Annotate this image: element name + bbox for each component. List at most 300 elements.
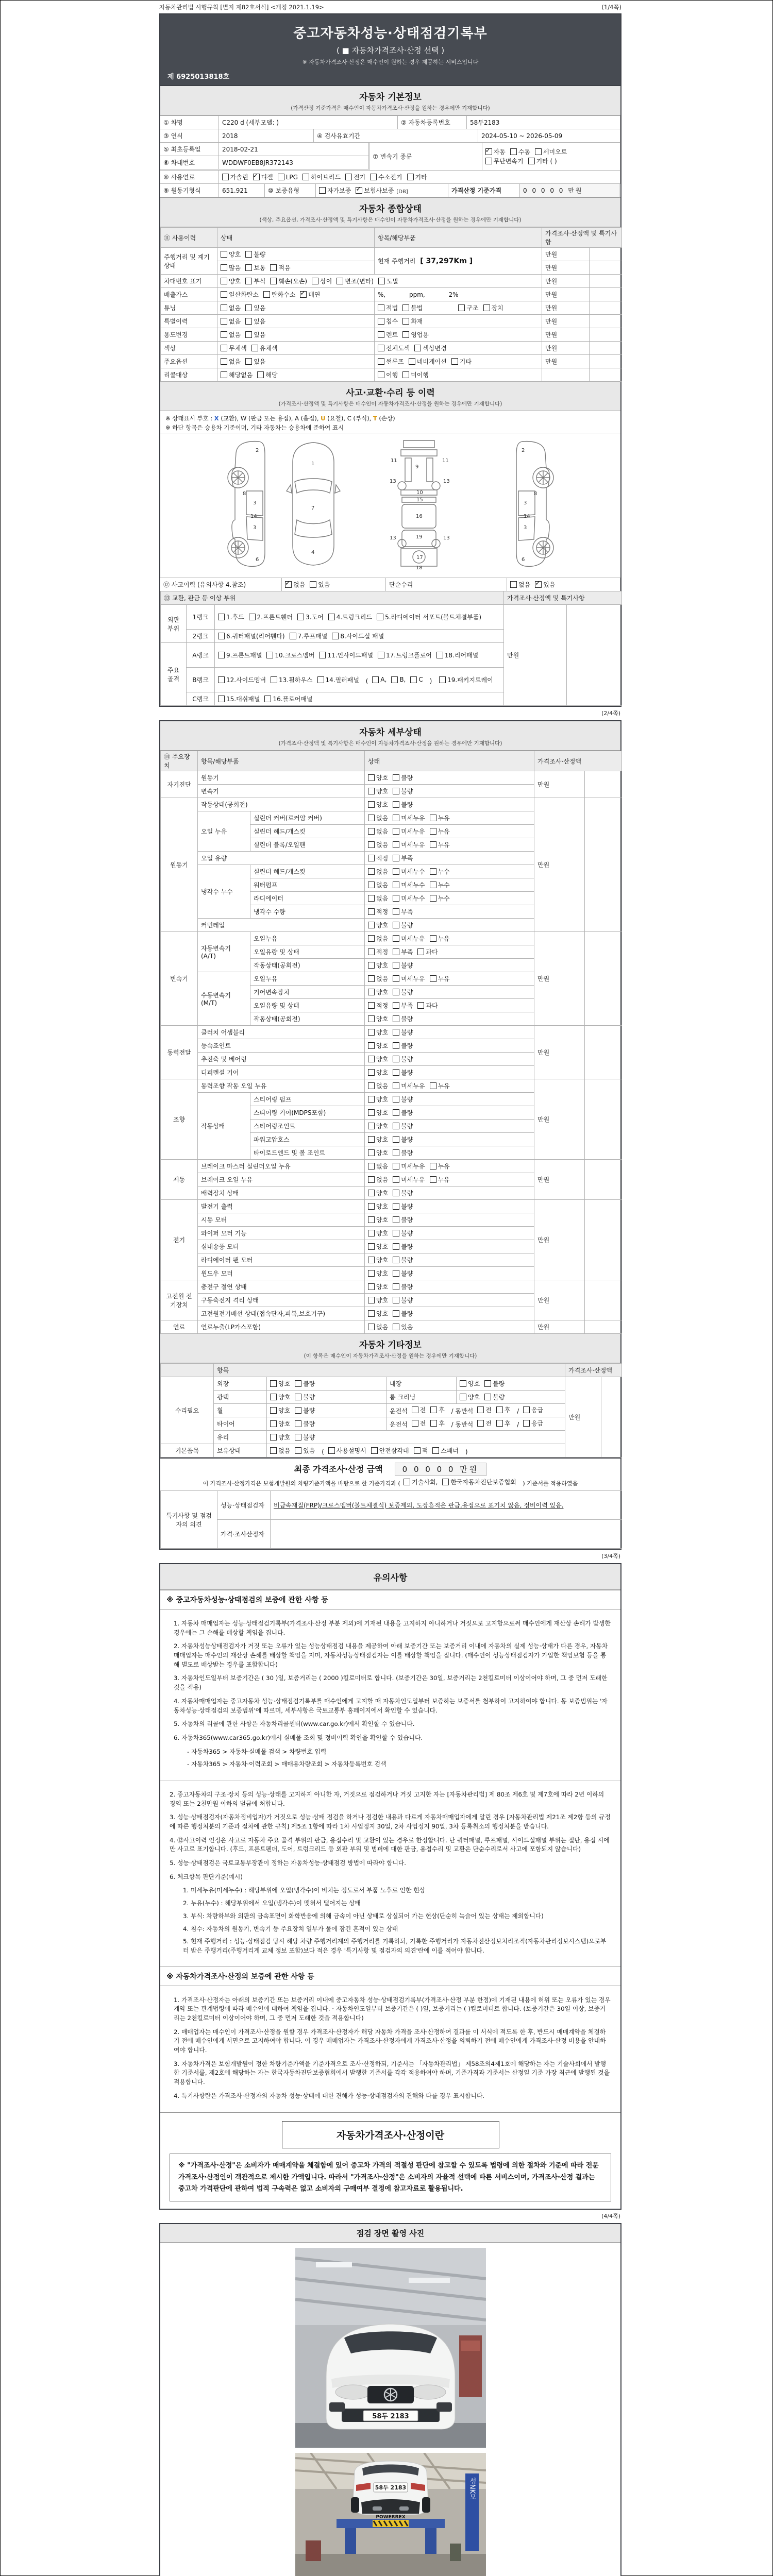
checkbox-option[interactable]: 탄화수소	[263, 290, 295, 299]
checkbox-option[interactable]: 누수	[430, 867, 450, 876]
checkbox-option[interactable]: 없음	[368, 867, 388, 876]
checkbox-option[interactable]: 불량	[393, 773, 413, 782]
checkbox-option[interactable]: 12.사이드멤버	[218, 675, 266, 684]
checkbox-option[interactable]: ✓ 없음	[285, 580, 305, 589]
checkbox-option[interactable]: 양호	[270, 1419, 290, 1428]
checkbox-option[interactable]: 미이행	[402, 370, 429, 379]
checkbox-option[interactable]: 기타	[451, 357, 472, 366]
checkbox-option[interactable]: 양호	[368, 1041, 388, 1050]
checkbox-option[interactable]: 불량	[393, 1041, 413, 1050]
checkbox-option[interactable]: 양호	[221, 250, 241, 259]
checkbox-box-icon	[378, 278, 385, 284]
checkbox-option[interactable]: 불량	[295, 1393, 315, 1401]
checkbox-option[interactable]: 많음	[221, 263, 241, 272]
checkbox-option[interactable]: 불량	[393, 787, 413, 795]
checkbox-option[interactable]: 불량	[393, 1028, 413, 1037]
checkbox-option[interactable]: 전체도색	[378, 344, 410, 352]
checkbox-option[interactable]: 변조(변타)	[337, 277, 374, 285]
checkbox-option[interactable]: 누유	[430, 1175, 450, 1184]
checkbox-option[interactable]: 누유	[430, 827, 450, 836]
checkbox-option[interactable]: 불량	[295, 1433, 315, 1442]
checkbox-option[interactable]: 불량	[393, 1296, 413, 1304]
checkbox-box-icon	[412, 1406, 418, 1413]
checkbox-option[interactable]: A,	[372, 676, 386, 683]
region-photos	[159, 2223, 621, 2576]
checkbox-option[interactable]: 해당	[257, 370, 277, 379]
checkbox-box-icon	[278, 174, 284, 180]
checkbox-option[interactable]: 양호	[368, 1055, 388, 1063]
checkbox-box-icon	[477, 1406, 484, 1413]
checkbox-option[interactable]: 14.필러패널	[317, 675, 359, 684]
checkbox-option[interactable]: 불량	[393, 988, 413, 996]
checkbox-box-icon	[393, 975, 399, 982]
checkbox-option[interactable]: 없음	[270, 1446, 290, 1455]
group-price-note[interactable]	[585, 1160, 622, 1200]
checkbox-option[interactable]: 양호	[368, 1108, 388, 1117]
checkbox-option[interactable]: 누유	[430, 1162, 450, 1171]
checkbox-option[interactable]: 미세누유	[393, 934, 425, 943]
checkbox-option[interactable]: 불량	[393, 1229, 413, 1238]
usage-change-label: 용도변경	[161, 328, 217, 342]
checkbox-option[interactable]: 미세누수	[393, 880, 425, 889]
checkbox-option[interactable]: 3.도어	[297, 613, 324, 621]
group-price-note[interactable]	[585, 1026, 622, 1079]
checkbox-option[interactable]: 한국자동차진단보증협회	[442, 1478, 516, 1486]
inspector-label: 성능·상태점검자	[217, 1491, 271, 1520]
checkbox-option[interactable]: 썬루프	[378, 357, 404, 366]
checkbox-option[interactable]: 양호	[368, 1282, 388, 1291]
checkbox-option[interactable]: 영업용	[402, 330, 429, 339]
checkbox-option[interactable]: 양호	[221, 277, 241, 285]
checkbox-option[interactable]: 렌트	[378, 330, 398, 339]
row-state	[267, 1391, 386, 1404]
checkbox-box-icon	[430, 1420, 437, 1427]
checkbox-option[interactable]: 양호	[270, 1393, 290, 1401]
checkbox-option[interactable]: 없음	[368, 840, 388, 849]
price-note-cell[interactable]	[590, 248, 622, 261]
group-price-note[interactable]	[585, 932, 622, 1026]
checkbox-option[interactable]: 불량	[393, 800, 413, 809]
checkbox-option[interactable]: B,	[391, 676, 406, 683]
checkbox-option[interactable]: 5.라디에이터 서포트(볼트체결부품)	[377, 613, 481, 621]
car-diagram-left-side	[228, 442, 265, 567]
checkbox-option[interactable]: 양호	[368, 921, 388, 929]
checkbox-option[interactable]: 1.후드	[218, 613, 244, 621]
checkbox-option[interactable]: 응급	[523, 1405, 543, 1414]
checkbox-option[interactable]: 양호	[368, 787, 388, 795]
checkbox-option[interactable]: 양호	[368, 1028, 388, 1037]
checkbox-option[interactable]: 수동	[510, 147, 530, 156]
checkbox-box-icon	[485, 148, 492, 155]
checkbox-option[interactable]: 누유	[430, 934, 450, 943]
checkbox-option[interactable]: 미세누유	[393, 974, 425, 983]
group-price-note[interactable]	[585, 1280, 622, 1320]
checkbox-option[interactable]: 11.인사이드패널	[319, 651, 373, 659]
checkbox-option[interactable]: 전	[412, 1419, 426, 1428]
mark-w: W	[240, 415, 247, 422]
row-state	[365, 1213, 534, 1227]
checkbox-option[interactable]: 양호	[368, 1189, 388, 1197]
checkbox-box-icon	[510, 148, 517, 155]
checkbox-option[interactable]: 불량	[393, 1309, 413, 1318]
checkbox-option[interactable]: 누유	[430, 840, 450, 849]
row-state	[365, 1200, 534, 1213]
price-note-cell[interactable]	[542, 368, 590, 382]
checkbox-option[interactable]: 잭	[414, 1446, 428, 1455]
checkbox-option[interactable]: 양호	[270, 1379, 290, 1388]
checkbox-option[interactable]: 없음	[368, 880, 388, 889]
checkbox-option[interactable]: 후	[430, 1405, 445, 1414]
row-state	[365, 1120, 534, 1133]
checkbox-option[interactable]: ✓ 보험사보증	[356, 186, 394, 195]
checkbox-option[interactable]: 미세누유	[393, 1081, 425, 1090]
checkbox-option[interactable]: 불량	[484, 1393, 505, 1401]
checkbox-option[interactable]: 장치	[483, 303, 503, 312]
price-note-cell[interactable]	[590, 315, 622, 328]
group-price-note[interactable]	[585, 1200, 622, 1280]
notice-box1-title: ※ 중고자동차성능·상태점검의 보증에 관한 사항 등	[160, 1590, 620, 1609]
checkbox-option[interactable]: 후	[430, 1419, 445, 1428]
checkbox-option[interactable]: 전	[477, 1419, 492, 1428]
checkbox-option[interactable]: 있음	[310, 580, 330, 589]
checkbox-option[interactable]: 불량	[393, 1189, 413, 1197]
checkbox-option[interactable]: 전기	[345, 173, 365, 181]
checkbox-option[interactable]: 양호	[368, 961, 388, 970]
checkbox-option[interactable]: 양호	[368, 1202, 388, 1211]
price-note-cell[interactable]	[590, 342, 622, 355]
checkbox-option[interactable]: 양호	[368, 988, 388, 996]
row-state	[365, 945, 534, 959]
checkbox-option[interactable]: 8.사이드실 패널	[332, 632, 384, 640]
group-price-note[interactable]	[585, 1320, 622, 1334]
price-note-cell[interactable]	[590, 368, 622, 382]
inspector-opinion-text: 비금속재질(FRP)/크로스멤버(볼트체결식) 보증제외, 도장흔적은 판금,용접으로 표기치 않음, 정비이력 있음.	[271, 1491, 622, 1520]
checkbox-option[interactable]: 17.트렁크플로어	[378, 651, 432, 659]
checkbox-box-icon	[393, 1002, 399, 1009]
checkbox-option[interactable]: 없음	[368, 974, 388, 983]
checkbox-option[interactable]: 불량	[393, 1135, 413, 1144]
checkbox-option[interactable]: 네비게이션	[409, 357, 447, 366]
tuning-options-2	[375, 301, 542, 315]
row-state	[365, 1320, 534, 1334]
checkbox-box-icon	[368, 1096, 375, 1103]
checkbox-option[interactable]: 없음	[368, 827, 388, 836]
checkbox-option[interactable]: 누유	[430, 1081, 450, 1090]
checkbox-option[interactable]: 불량	[295, 1406, 315, 1415]
checkbox-option[interactable]: 없음	[510, 580, 530, 589]
checkbox-option[interactable]: ✓ 디젤	[253, 173, 273, 181]
checkbox-option[interactable]: 없음	[368, 1323, 388, 1331]
checkbox-option[interactable]: 불량	[393, 1215, 413, 1224]
checkbox-option[interactable]: 과다	[417, 1001, 438, 1010]
checkbox-option[interactable]: 일산화탄소	[221, 290, 259, 299]
checkbox-option[interactable]: 기타 ( )	[528, 157, 557, 165]
checkbox-option[interactable]: 보통	[245, 263, 265, 272]
checkbox-option[interactable]: 없음	[368, 814, 388, 822]
checkbox-option[interactable]: 양호	[368, 1242, 388, 1251]
svg-text:8: 8	[242, 491, 246, 497]
row-label: 연료누출(LP가스포함)	[198, 1320, 365, 1334]
color-options-2	[375, 342, 542, 355]
checkbox-option[interactable]: 양호	[368, 1135, 388, 1144]
page-number-1: (1/4쪽)	[601, 4, 621, 11]
checkbox-option[interactable]: 불량	[393, 1068, 413, 1077]
checkbox-option[interactable]: 응급	[523, 1419, 543, 1428]
etc-price-note[interactable]	[601, 1377, 622, 1458]
checkbox-option[interactable]: 있음	[245, 330, 265, 339]
checkbox-option[interactable]: 18.리어패널	[436, 651, 478, 659]
checkbox-option[interactable]: 부족	[393, 947, 413, 956]
checkbox-option[interactable]: 불량	[393, 1256, 413, 1264]
checkbox-option[interactable]: 기술사회,	[404, 1478, 438, 1486]
checkbox-option[interactable]: 양호	[270, 1433, 290, 1442]
checkbox-option[interactable]: 없음	[368, 1175, 388, 1184]
checkbox-option[interactable]: 양호	[368, 1215, 388, 1224]
checkbox-option[interactable]: 있음	[245, 357, 265, 366]
checkbox-option[interactable]: 부족	[393, 907, 413, 916]
checkbox-box-icon	[378, 652, 384, 658]
checkbox-option[interactable]: 하이브리드	[303, 173, 341, 181]
checkbox-box-icon	[368, 1310, 375, 1317]
price-note-cell[interactable]	[590, 301, 622, 315]
checkbox-option[interactable]: 세미오토	[535, 147, 567, 156]
checkbox-option[interactable]: ✓ 있음	[535, 580, 555, 589]
checkbox-option[interactable]: 안전삼각대	[371, 1446, 409, 1455]
checkbox-option[interactable]: 9.프론트패널	[218, 651, 262, 659]
checkbox-option[interactable]: 불량	[295, 1379, 315, 1388]
checkbox-option[interactable]: LPG	[278, 174, 298, 181]
checkbox-option[interactable]: 불법	[402, 303, 423, 312]
checkbox-option[interactable]: 전	[477, 1405, 492, 1414]
checkbox-option[interactable]: 미세누유	[393, 1162, 425, 1171]
checkbox-option[interactable]: 누수	[430, 894, 450, 903]
checkbox-option[interactable]: 누유	[430, 814, 450, 822]
svg-text:1: 1	[311, 461, 314, 467]
checkbox-option[interactable]: 무채색	[221, 344, 247, 352]
checkbox-box-icon	[368, 908, 375, 915]
checkbox-option[interactable]: 누수	[430, 880, 450, 889]
checkbox-option[interactable]: 없음	[368, 894, 388, 903]
row-state	[365, 1187, 534, 1200]
checkbox-option[interactable]: 없음	[368, 934, 388, 943]
checkbox-option[interactable]: 적정	[368, 907, 388, 916]
price-note-cell[interactable]	[590, 288, 622, 301]
checkbox-option[interactable]: 적정	[368, 854, 388, 862]
checkbox-option[interactable]: ✓ 자동	[485, 147, 506, 156]
checkbox-box-icon	[270, 1434, 277, 1440]
checkbox-option[interactable]: 불량	[393, 1148, 413, 1157]
notice-item: 2. 중고자동차의 구조·장치 등의 성능·상태를 고지하지 아니한 자, 거짓으로 점검하거나 거짓 고지한 자는 [자동차관리법] 제 80조 제6호 및 제7호에 따라 2년 이하의 징역 또는 2천만원 이하의 벌금에 처합니다.	[170, 1790, 604, 1807]
checkbox-option[interactable]: 구조	[458, 303, 478, 312]
checkbox-option[interactable]: 양호	[460, 1393, 480, 1401]
checkbox-option[interactable]: 전	[412, 1405, 426, 1414]
checkbox-option[interactable]: 불량	[393, 1242, 413, 1251]
checkbox-option[interactable]: 부식	[245, 277, 265, 285]
region-notice	[159, 1563, 621, 2210]
checkbox-option[interactable]: 양호	[368, 800, 388, 809]
checkbox-option[interactable]: 가솔린	[222, 173, 248, 181]
checkbox-option[interactable]: 13.휠하우스	[271, 675, 312, 684]
checkbox-option[interactable]: 도말	[378, 277, 398, 285]
row-label: 실내송풍 모터	[198, 1240, 365, 1253]
checkbox-option[interactable]: 7.루프패널	[290, 632, 328, 640]
price-note-cell[interactable]	[590, 328, 622, 342]
col-price: 가격조사·산정액	[565, 1364, 622, 1377]
exchange-price-note[interactable]	[567, 605, 622, 706]
row-label: 작동상태(공회전)	[198, 798, 365, 811]
checkbox-option[interactable]: 부족	[393, 1001, 413, 1010]
checkbox-box-icon	[221, 278, 227, 284]
checkbox-option[interactable]: 훼손(오손)	[270, 277, 307, 285]
rankA-options	[215, 643, 504, 668]
checkbox-option[interactable]: 수소전기	[370, 173, 402, 181]
checkbox-option[interactable]: ✓ 매연	[300, 290, 320, 299]
checkbox-option[interactable]: 4.트렁크리드	[328, 613, 372, 621]
appraiser-opinion-text[interactable]	[271, 1520, 622, 1549]
group-price-note[interactable]	[585, 1079, 622, 1160]
checkbox-box-icon	[483, 304, 490, 311]
svg-text:13: 13	[443, 479, 450, 484]
checkbox-option[interactable]: 양호	[368, 1068, 388, 1077]
checkbox-option[interactable]: 없음	[368, 1162, 388, 1171]
group-price-note[interactable]	[585, 798, 622, 932]
checkbox-option[interactable]: 미세누유	[393, 840, 425, 849]
notice-item: 6. 자동차365(www.car365.go.kr)에서 실매물 조회 및 정비이력 확인을 확인할 수 있습니다.	[174, 1734, 423, 1741]
checkbox-option[interactable]: 있음	[393, 1323, 413, 1331]
checkbox-option[interactable]: 스패너	[432, 1446, 459, 1455]
checkbox-option[interactable]: 부족	[393, 854, 413, 862]
checkbox-option[interactable]: 미세누수	[393, 867, 425, 876]
checkbox-option[interactable]: 양호	[368, 1296, 388, 1304]
checkbox-option[interactable]: 불량	[393, 1095, 413, 1104]
checkbox-option[interactable]: 사용설명서	[328, 1446, 366, 1455]
checkbox-option[interactable]: 미세누유	[393, 1175, 425, 1184]
checkbox-option[interactable]: 양호	[368, 1148, 388, 1157]
checkbox-option[interactable]: 양호	[368, 1256, 388, 1264]
checkbox-box-icon	[245, 304, 252, 311]
checkbox-box-icon	[368, 1216, 375, 1223]
checkbox-option[interactable]: 없음	[221, 303, 241, 312]
checkbox-option[interactable]: 화재	[402, 317, 423, 326]
col-state: 상태	[365, 751, 534, 771]
checkbox-option[interactable]: 불량	[393, 961, 413, 970]
checkbox-option[interactable]: 없음	[221, 317, 241, 326]
checkbox-box-icon	[368, 1123, 375, 1129]
checkbox-option[interactable]: C	[410, 676, 423, 683]
checkbox-option[interactable]: 적정	[368, 1001, 388, 1010]
basic-info-note: (가격산정 기준가격은 매수인이 자동차가격조사·산정을 원하는 경우에만 기재합니다)	[291, 105, 490, 111]
etc-info-note: (이 항목은 매수인이 자동차가격조사·산정을 원하는 경우에만 기재합니다)	[304, 1353, 477, 1359]
checkbox-option[interactable]: 불량	[295, 1419, 315, 1428]
checkbox-option[interactable]: 과다	[417, 947, 438, 956]
checkbox-option[interactable]: 색상변경	[414, 344, 446, 352]
checkbox-option[interactable]: 양호	[460, 1379, 480, 1388]
checkbox-option[interactable]: 있음	[245, 303, 265, 312]
overall-state-header	[160, 197, 620, 227]
checkbox-box-icon	[393, 815, 399, 821]
checkbox-box-icon	[270, 1447, 277, 1454]
checkbox-option[interactable]: 양호	[368, 773, 388, 782]
checkbox-option[interactable]: 양호	[368, 1095, 388, 1104]
checkbox-option[interactable]: 미세누수	[393, 894, 425, 903]
checkbox-option[interactable]: 적법	[378, 303, 398, 312]
checkbox-option[interactable]: 불량	[393, 1108, 413, 1117]
checkbox-option[interactable]: 불량	[393, 921, 413, 929]
checkbox-option[interactable]: 적정	[368, 947, 388, 956]
checkbox-option[interactable]: 불량	[393, 1269, 413, 1278]
checkbox-option[interactable]: 침수	[378, 317, 398, 326]
svg-text:8: 8	[533, 491, 537, 497]
checkbox-option[interactable]: 6.쿼터패널(리어휀다)	[218, 632, 285, 640]
checkbox-option[interactable]: 이행	[378, 370, 398, 379]
checkbox-box-icon	[393, 1230, 399, 1236]
checkbox-option[interactable]: 없음	[368, 1081, 388, 1090]
checkbox-option[interactable]: 해당없음	[221, 370, 253, 379]
row-state	[267, 1417, 386, 1431]
mark-u: U	[321, 415, 326, 422]
checkbox-option[interactable]: 10.크로스멤버	[266, 651, 314, 659]
checkbox-option[interactable]: 누유	[430, 974, 450, 983]
checkbox-option[interactable]: 16.플로어패널	[264, 694, 312, 703]
base-price-label: 가격산정 기준가격	[448, 183, 520, 197]
checkbox-option[interactable]: 양호	[368, 1014, 388, 1023]
checkbox-option[interactable]: 없음	[221, 330, 241, 339]
checkbox-box-icon	[368, 1163, 375, 1170]
checkbox-option[interactable]: 유채색	[251, 344, 278, 352]
checkbox-option[interactable]: 불량	[393, 1122, 413, 1130]
price-note-cell[interactable]	[590, 355, 622, 368]
group-price-note[interactable]	[585, 771, 622, 798]
checkbox-option[interactable]: 불량	[484, 1379, 505, 1388]
checkbox-option[interactable]: 양호	[368, 1229, 388, 1238]
group-price-unit: 만원	[534, 1079, 585, 1160]
car-name-value: C220 d (세부모델: )	[219, 115, 398, 129]
checkbox-option[interactable]: 불량	[245, 250, 265, 259]
checkbox-option[interactable]: 있음	[245, 317, 265, 326]
checkbox-option[interactable]: 자가보증	[319, 186, 351, 195]
price-note-cell[interactable]	[590, 261, 622, 275]
tire-positions: 운전석 전 후 / 동반석 전 후 / 응급	[386, 1417, 565, 1431]
checkbox-option[interactable]: 불량	[393, 1282, 413, 1291]
price-note-cell[interactable]	[590, 275, 622, 288]
checkbox-option[interactable]: 불량	[393, 1055, 413, 1063]
checkbox-option[interactable]: 상이	[312, 277, 332, 285]
checkbox-option[interactable]: 있음	[295, 1446, 315, 1455]
checkbox-option[interactable]: 적음	[270, 263, 290, 272]
row-state	[365, 838, 534, 852]
checkbox-option[interactable]: 후	[496, 1405, 511, 1414]
checkbox-option[interactable]: 불량	[393, 1202, 413, 1211]
checkbox-option[interactable]: 미세누유	[393, 814, 425, 822]
checkbox-option[interactable]: 양호	[368, 1269, 388, 1278]
checkbox-option[interactable]: 미세누유	[393, 827, 425, 836]
checkbox-option[interactable]: 없음	[221, 357, 241, 366]
checkbox-option[interactable]: 양호	[270, 1406, 290, 1415]
checkbox-box-icon	[528, 158, 535, 164]
checkbox-option[interactable]: 2.프론트휀더	[249, 613, 293, 621]
checkbox-option[interactable]: 후	[496, 1419, 511, 1428]
checkbox-option[interactable]: 양호	[368, 1309, 388, 1318]
checkbox-box-icon	[377, 614, 383, 620]
checkbox-option[interactable]: 19.패키지트레이	[439, 675, 493, 684]
checkbox-option[interactable]: 양호	[368, 1122, 388, 1130]
checkbox-option[interactable]: 무단변속기	[485, 157, 524, 165]
checkbox-box-icon	[356, 187, 362, 194]
checkbox-option[interactable]: 15.대쉬패널	[218, 694, 260, 703]
checkbox-option[interactable]: 불량	[393, 1014, 413, 1023]
checkbox-option[interactable]: 기타	[407, 173, 427, 181]
row-label: 윈도우 모터	[198, 1267, 365, 1280]
